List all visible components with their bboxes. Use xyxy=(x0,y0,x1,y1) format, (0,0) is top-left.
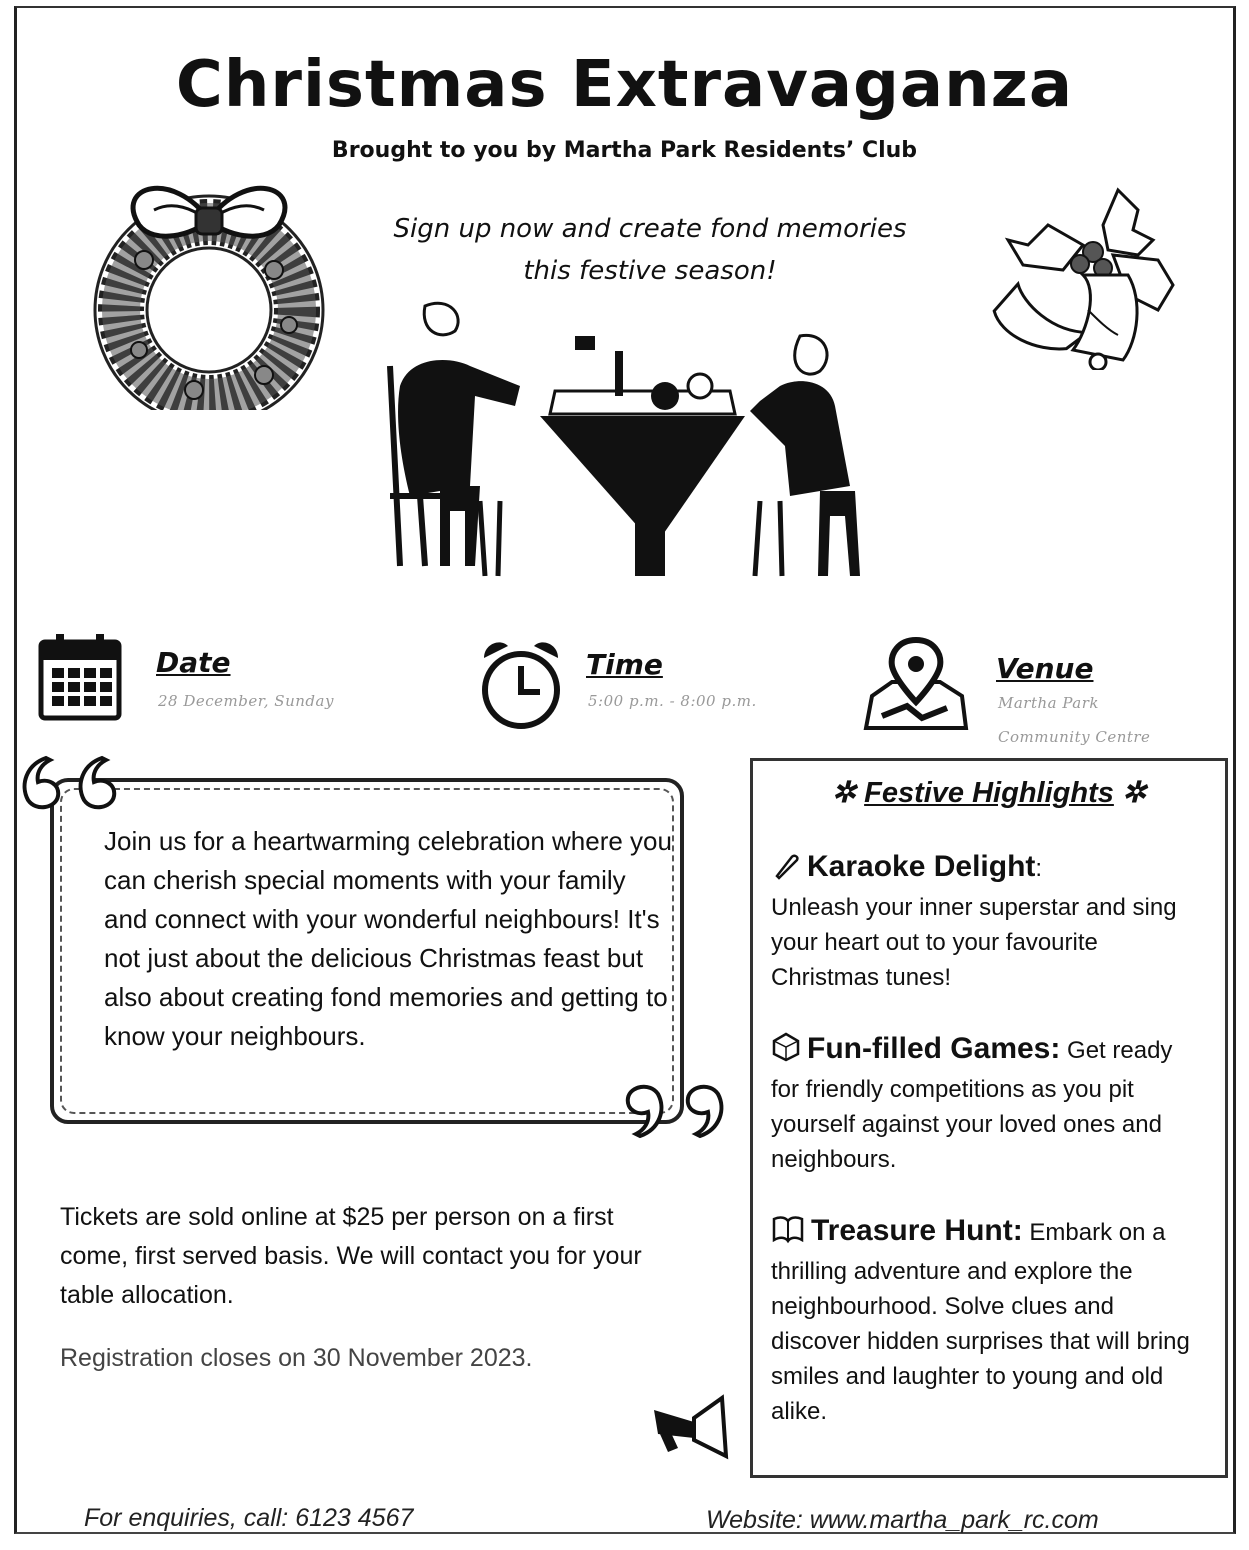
highlight-treasure-hunt xyxy=(771,1213,1201,1429)
quote-text: Join us for a heartwarming celebration where you can cherish special moments with your family and connect with your wonderful neighbours! It's not just about the delicious Christmas feast but also about creating fond memories and getting to know your neighbours. xyxy=(104,826,672,1051)
website-link[interactable]: Website: www.martha_park_rc.com xyxy=(706,1506,1099,1534)
megaphone-icon xyxy=(644,1390,734,1460)
calendar-icon xyxy=(38,632,122,722)
venue-label: Venue xyxy=(996,652,1094,685)
highlights-heading xyxy=(753,775,1225,810)
book-icon xyxy=(771,1214,805,1254)
page-subtitle: Brought to you by Martha Park Residents’ Club xyxy=(331,138,918,163)
highlight-games xyxy=(771,1031,1201,1177)
open-quote-icon xyxy=(16,750,126,820)
dice-icon xyxy=(771,1032,801,1072)
highlight-description: Embark on a thrilling adventure and explore the neighbourhood. Solve clues and discover hidden surprises that will bring smiles and laughter to young and old alike. xyxy=(771,1219,1190,1425)
festive-highlights-panel xyxy=(750,758,1228,1478)
venue-value-line-2: Community Centre xyxy=(998,728,1151,746)
registration-deadline: Registration closes on 30 November 2023. xyxy=(60,1344,533,1372)
venue-value-line-1: Martha Park xyxy=(998,694,1099,712)
time-value: 5:00 p.m. - 8:00 p.m. xyxy=(588,692,757,710)
enquiries-contact: For enquiries, call: 6123 4567 xyxy=(84,1504,414,1532)
date-value: 28 December, Sunday xyxy=(158,692,334,710)
highlights-heading-text: Festive Highlights xyxy=(864,777,1114,809)
highlight-name: Treasure Hunt: xyxy=(811,1214,1023,1247)
wreath-icon xyxy=(84,150,334,410)
tagline xyxy=(330,208,970,292)
sparkle-icon: ✲ xyxy=(1121,777,1147,809)
date-label: Date xyxy=(156,646,231,679)
family-dinner-illustration xyxy=(380,296,880,586)
map-pin-icon xyxy=(862,636,970,732)
microphone-icon xyxy=(771,850,801,890)
time-label: Time xyxy=(586,648,663,681)
close-quote-icon xyxy=(610,1076,730,1146)
tagline-line-1: Sign up now and create fond memories xyxy=(393,214,907,244)
tickets-info: Tickets are sold online at $25 per person on a first come, first served basis. We will contact you for your table allocation. xyxy=(60,1203,642,1309)
highlight-description: Unleash your inner superstar and sing your heart out to your favourite Christmas tunes! xyxy=(771,894,1177,991)
christmas-bells-icon xyxy=(988,170,1188,370)
highlight-name: Karaoke Delight xyxy=(807,850,1036,883)
alarm-clock-icon xyxy=(478,636,564,732)
highlight-name: Fun-filled Games: xyxy=(807,1032,1061,1065)
page-title: Christmas Extravaganza xyxy=(175,48,1074,122)
sparkle-icon: ✲ xyxy=(831,777,857,809)
highlight-suffix: : xyxy=(1035,855,1043,882)
highlight-karaoke xyxy=(771,849,1201,995)
tagline-line-2: this festive season! xyxy=(523,256,777,286)
highlight-description: Get ready for friendly competitions as you pit yourself against your loved ones and neighbours. xyxy=(771,1037,1173,1173)
